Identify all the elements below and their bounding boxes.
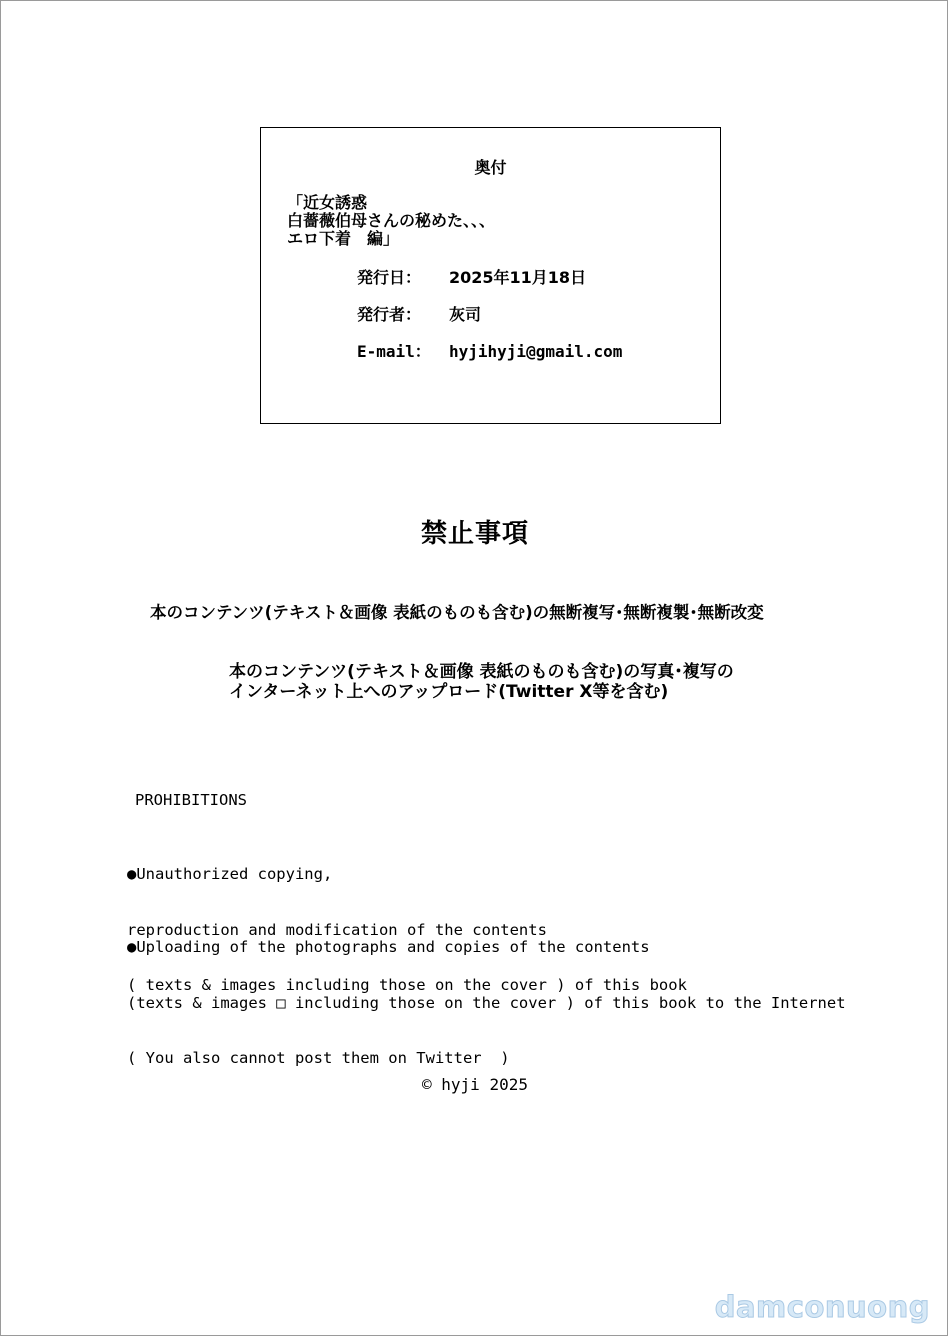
work-title-line: エロ下着 編」 xyxy=(287,229,400,248)
prohibition-line: reproduction and modification of the contents xyxy=(127,920,547,939)
email-label: E-mail： xyxy=(357,342,431,361)
prohibition-line: (texts & images □ including those on the cover ) of this book to the Internet xyxy=(127,993,846,1012)
work-title-line: 白薔薇伯母さんの秘めた、、、 xyxy=(287,211,496,230)
watermark-logo: damconuong xyxy=(714,1290,930,1324)
prohibition-line: ( You also cannot post them on Twitter ) xyxy=(127,1049,510,1067)
prohibition-item-jp: 本のコンテンツ(テキスト＆画像 表紙のものも含む)の無断複写･無断複製･無断改変 xyxy=(150,603,764,622)
publish-date-value: 2025年11月18日 xyxy=(449,268,587,287)
prohibition-line: ●Uploading of the photographs and copies of the contents xyxy=(127,938,650,956)
publish-date-label: 発行日： xyxy=(357,268,422,287)
email-value: hyjihyji@gmail.com xyxy=(449,342,623,361)
prohibitions-heading-jp: 禁止事項 xyxy=(420,519,529,549)
publisher-value: 灰司 xyxy=(449,305,482,324)
publisher-row xyxy=(357,302,481,325)
copyright-notice: © hyji 2025 xyxy=(422,1075,528,1094)
prohibition-item-jp: 本のコンテンツ(テキスト＆画像 表紙のものも含む)の写真･複写の xyxy=(229,662,734,682)
colophon-heading: 奥付 xyxy=(474,158,507,177)
publisher-label: 発行者： xyxy=(357,305,422,324)
prohibitions-heading-en: PROHIBITIONS xyxy=(135,791,247,809)
prohibition-item-jp: インターネット上へのアップロード(Twitter X等を含む) xyxy=(229,682,669,702)
prohibition-line: ( texts & images including those on the cover ) of this book xyxy=(127,976,687,994)
work-title xyxy=(287,194,495,248)
colophon-box xyxy=(260,127,721,424)
publish-date-row xyxy=(357,265,586,288)
prohibition-line: ●Unauthorized copying, xyxy=(127,865,333,883)
prohibition-item-en xyxy=(127,901,846,1086)
work-title-line: 「近女誘惑 xyxy=(287,193,368,212)
email-row xyxy=(357,339,622,362)
